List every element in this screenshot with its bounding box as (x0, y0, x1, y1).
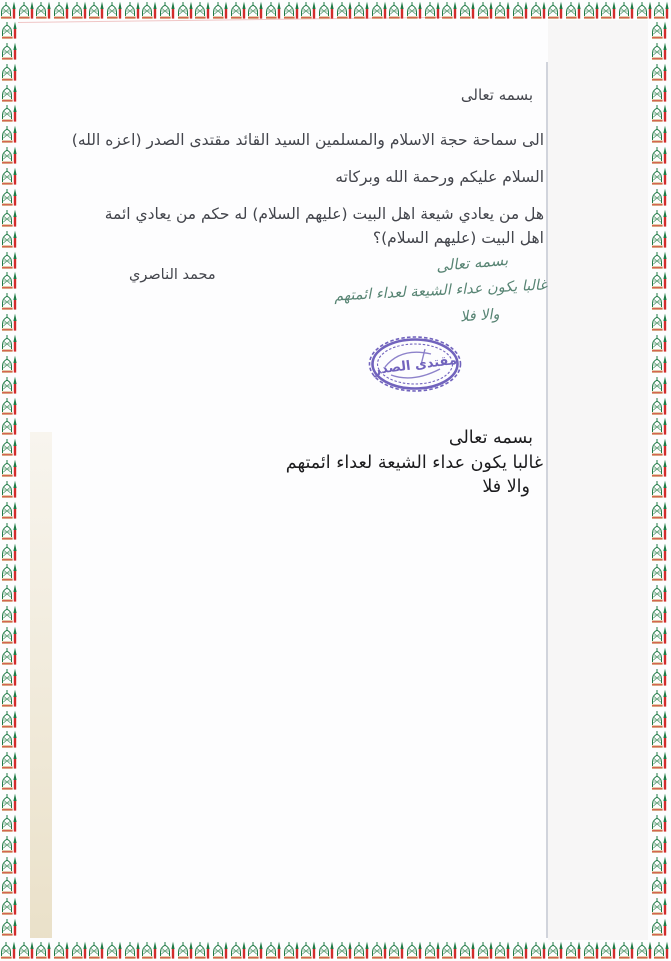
mosque-emblem-icon (300, 1, 316, 21)
mosque-emblem-icon (0, 1, 16, 21)
mosque-emblem-icon (459, 941, 475, 961)
mosque-emblem-icon (651, 167, 667, 187)
mosque-emblem-icon (618, 1, 634, 21)
mosque-emblem-icon (1, 334, 17, 354)
mosque-emblem-icon (371, 941, 387, 961)
mosque-emblem-icon (124, 1, 140, 21)
mosque-emblem-icon (336, 941, 352, 961)
mosque-emblem-icon (651, 146, 667, 166)
mosque-emblem-icon (35, 1, 51, 21)
mosque-emblem-icon (651, 209, 667, 229)
mosque-emblem-icon (300, 941, 316, 961)
scanner-background-strip (548, 20, 648, 940)
mosque-emblem-icon (406, 941, 422, 961)
handwritten-bismillah: بسمه تعالى (435, 250, 509, 276)
mosque-emblem-icon (230, 1, 246, 21)
typed-answer-block (286, 426, 543, 500)
mosque-emblem-icon (441, 941, 457, 961)
mosque-emblem-icon (230, 941, 246, 961)
mosque-emblem-icon (651, 689, 667, 709)
mosque-emblem-icon (424, 941, 440, 961)
mosque-emblem-icon (124, 941, 140, 961)
typed-bismillah: بسمه تعالى (448, 428, 533, 448)
mosque-emblem-icon (1, 480, 17, 500)
mosque-emblem-icon (651, 313, 667, 333)
mosque-emblem-icon (1, 355, 17, 375)
mosque-emblem-icon (1, 814, 17, 834)
mosque-emblem-icon (283, 1, 299, 21)
mosque-emblem-icon (651, 438, 667, 458)
mosque-emblem-icon (141, 941, 157, 961)
mosque-emblem-icon (636, 1, 652, 21)
mosque-emblem-icon (1, 230, 17, 250)
mosque-emblem-icon (1, 626, 17, 646)
mosque-emblem-icon (1, 647, 17, 667)
mosque-emblem-icon (651, 856, 667, 876)
mosque-emblem-icon (1, 63, 17, 83)
mosque-emblem-icon (651, 918, 667, 938)
mosque-emblem-icon (651, 84, 667, 104)
mosque-emblem-icon (336, 1, 352, 21)
mosque-emblem-icon (651, 271, 667, 291)
bismillah-heading: بسمه تعالى (460, 86, 533, 104)
mosque-emblem-icon (651, 876, 667, 896)
mosque-emblem-icon (512, 941, 528, 961)
mosque-emblem-icon (1, 543, 17, 563)
mosque-emblem-icon (651, 397, 667, 417)
mosque-emblem-icon (651, 63, 667, 83)
page-shadow-band (30, 432, 52, 938)
mosque-emblem-icon (651, 772, 667, 792)
mosque-emblem-icon (318, 941, 334, 961)
mosque-emblem-icon (651, 188, 667, 208)
mosque-emblem-icon (1, 522, 17, 542)
mosque-emblem-icon (1, 21, 17, 41)
mosque-emblem-icon (194, 941, 210, 961)
mosque-emblem-icon (1, 42, 17, 62)
mosque-emblem-icon (1, 835, 17, 855)
mosque-emblem-icon (530, 941, 546, 961)
mosque-emblem-icon (1, 397, 17, 417)
mosque-emblem-icon (651, 376, 667, 396)
mosque-emblem-icon (1, 689, 17, 709)
mosque-emblem-icon (1, 459, 17, 479)
mosque-emblem-icon (1, 167, 17, 187)
mosque-emblem-icon (1, 918, 17, 938)
mosque-emblem-icon (651, 334, 667, 354)
mosque-emblem-icon (318, 1, 334, 21)
mosque-emblem-icon (600, 1, 616, 21)
mosque-emblem-icon (1, 313, 17, 333)
mosque-emblem-icon (71, 941, 87, 961)
mosque-emblem-icon (388, 1, 404, 21)
mosque-emblem-icon (1, 438, 17, 458)
mosque-emblem-icon (651, 480, 667, 500)
mosque-emblem-icon (651, 543, 667, 563)
mosque-emblem-icon (651, 730, 667, 750)
mosque-emblem-icon (1, 501, 17, 521)
oval-seal-stamp-icon (367, 335, 463, 393)
mosque-emblem-icon (1, 376, 17, 396)
mosque-emblem-icon (1, 251, 17, 271)
mosque-emblem-icon (651, 251, 667, 271)
mosque-emblem-icon (583, 941, 599, 961)
mosque-emblem-icon (106, 941, 122, 961)
mosque-emblem-icon (651, 647, 667, 667)
sender-name: محمد الناصري (129, 267, 216, 283)
mosque-emblem-icon (159, 1, 175, 21)
mosque-emblem-icon (651, 897, 667, 917)
mosque-emblem-icon (565, 941, 581, 961)
mosque-emblem-icon (583, 1, 599, 21)
mosque-emblem-icon (265, 1, 281, 21)
mosque-emblem-icon (1, 209, 17, 229)
mosque-emblem-icon (653, 941, 669, 961)
handwritten-answer-closing: والا فلا (458, 306, 500, 326)
mosque-emblem-icon (530, 1, 546, 21)
mosque-emblem-icon (371, 1, 387, 21)
mosque-emblem-icon (388, 941, 404, 961)
mosque-emblem-icon (1, 104, 17, 124)
mosque-emblem-icon (18, 941, 34, 961)
mosque-emblem-icon (1, 668, 17, 688)
mosque-emblem-icon (459, 1, 475, 21)
mosque-emblem-icon (1, 605, 17, 625)
mosque-emblem-icon (651, 605, 667, 625)
mosque-emblem-icon (651, 292, 667, 312)
mosque-emblem-icon (1, 188, 17, 208)
handwritten-answer-line: غالبا يكون عداء الشيعة لعداء ائمتهم (333, 277, 548, 305)
mosque-emblem-icon (651, 584, 667, 604)
mosque-emblem-icon (618, 941, 634, 961)
mosque-emblem-icon (247, 941, 263, 961)
mosque-emblem-icon (651, 668, 667, 688)
mosque-emblem-icon (88, 1, 104, 21)
stamp-calligraphy: مقتدى الصدر (372, 352, 458, 379)
mosque-emblem-icon (1, 856, 17, 876)
mosque-emblem-icon (1, 84, 17, 104)
mosque-emblem-icon (1, 146, 17, 166)
mosque-emblem-icon (1, 897, 17, 917)
mosque-emblem-icon (651, 459, 667, 479)
mosque-emblem-icon (477, 1, 493, 21)
mosque-emblem-icon (651, 751, 667, 771)
mosque-emblem-icon (651, 814, 667, 834)
mosque-emblem-icon (424, 1, 440, 21)
mosque-emblem-icon (1, 793, 17, 813)
question-paragraph: هل من يعادي شيعة اهل البيت (عليهم السلام) له حكم من يعادي ائمة اهل البيت (عليهم السلام)؟ (104, 205, 544, 248)
mosque-emblem-icon (651, 835, 667, 855)
mosque-emblem-icon (265, 941, 281, 961)
mosque-emblem-icon (0, 941, 16, 961)
mosque-emblem-icon (651, 626, 667, 646)
mosque-emblem-icon (651, 563, 667, 583)
mosque-emblem-icon (651, 104, 667, 124)
mosque-emblem-icon (194, 1, 210, 21)
typed-answer-closing: والا فلا (482, 477, 530, 497)
mosque-emblem-icon (71, 1, 87, 21)
mosque-emblem-icon (177, 1, 193, 21)
mosque-emblem-icon (651, 417, 667, 437)
mosque-emblem-icon (600, 941, 616, 961)
mosque-emblem-icon (651, 21, 667, 41)
mosque-emblem-icon (1, 271, 17, 291)
mosque-emblem-icon (177, 941, 193, 961)
mosque-emblem-icon (1, 125, 17, 145)
mosque-emblem-icon (353, 1, 369, 21)
greeting-line: السلام عليكم ورحمة الله وبركاته (335, 168, 544, 186)
mosque-emblem-icon (651, 501, 667, 521)
mosque-emblem-icon (651, 42, 667, 62)
mosque-emblem-icon (494, 1, 510, 21)
mosque-emblem-icon (35, 941, 51, 961)
mosque-emblem-icon (53, 941, 69, 961)
mosque-emblem-icon (494, 941, 510, 961)
address-line: الى سماحة حجة الاسلام والمسلمين السيد القائد مقتدى الصدر (اعزه الله) (71, 131, 544, 149)
mosque-emblem-icon (651, 710, 667, 730)
mosque-emblem-icon (1, 730, 17, 750)
mosque-emblem-icon (1, 292, 17, 312)
mosque-emblem-icon (565, 1, 581, 21)
mosque-emblem-icon (1, 751, 17, 771)
mosque-emblem-icon (1, 584, 17, 604)
mosque-emblem-icon (547, 941, 563, 961)
mosque-emblem-icon (651, 355, 667, 375)
mosque-emblem-icon (441, 1, 457, 21)
mosque-emblem-icon (1, 710, 17, 730)
mosque-emblem-icon (653, 1, 669, 21)
mosque-emblem-icon (651, 793, 667, 813)
mosque-emblem-icon (53, 1, 69, 21)
mosque-emblem-icon (212, 1, 228, 21)
mosque-emblem-icon (141, 1, 157, 21)
typed-answer-line: غالبا يكون عداء الشيعة لعداء ائمتهم (285, 452, 543, 473)
mosque-emblem-icon (283, 941, 299, 961)
mosque-emblem-icon (106, 1, 122, 21)
mosque-emblem-icon (477, 941, 493, 961)
mosque-emblem-icon (636, 941, 652, 961)
mosque-emblem-icon (88, 941, 104, 961)
mosque-emblem-icon (159, 941, 175, 961)
mosque-emblem-icon (406, 1, 422, 21)
mosque-emblem-icon (1, 772, 17, 792)
mosque-emblem-icon (212, 941, 228, 961)
mosque-emblem-icon (1, 417, 17, 437)
page-edge-fold-line (546, 62, 548, 938)
mosque-emblem-icon (651, 230, 667, 250)
mosque-emblem-icon (651, 522, 667, 542)
mosque-emblem-icon (18, 1, 34, 21)
mosque-emblem-icon (353, 941, 369, 961)
mosque-emblem-icon (651, 125, 667, 145)
mosque-emblem-icon (547, 1, 563, 21)
mosque-emblem-icon (247, 1, 263, 21)
mosque-emblem-icon (1, 563, 17, 583)
mosque-emblem-icon (512, 1, 528, 21)
mosque-emblem-icon (1, 876, 17, 896)
